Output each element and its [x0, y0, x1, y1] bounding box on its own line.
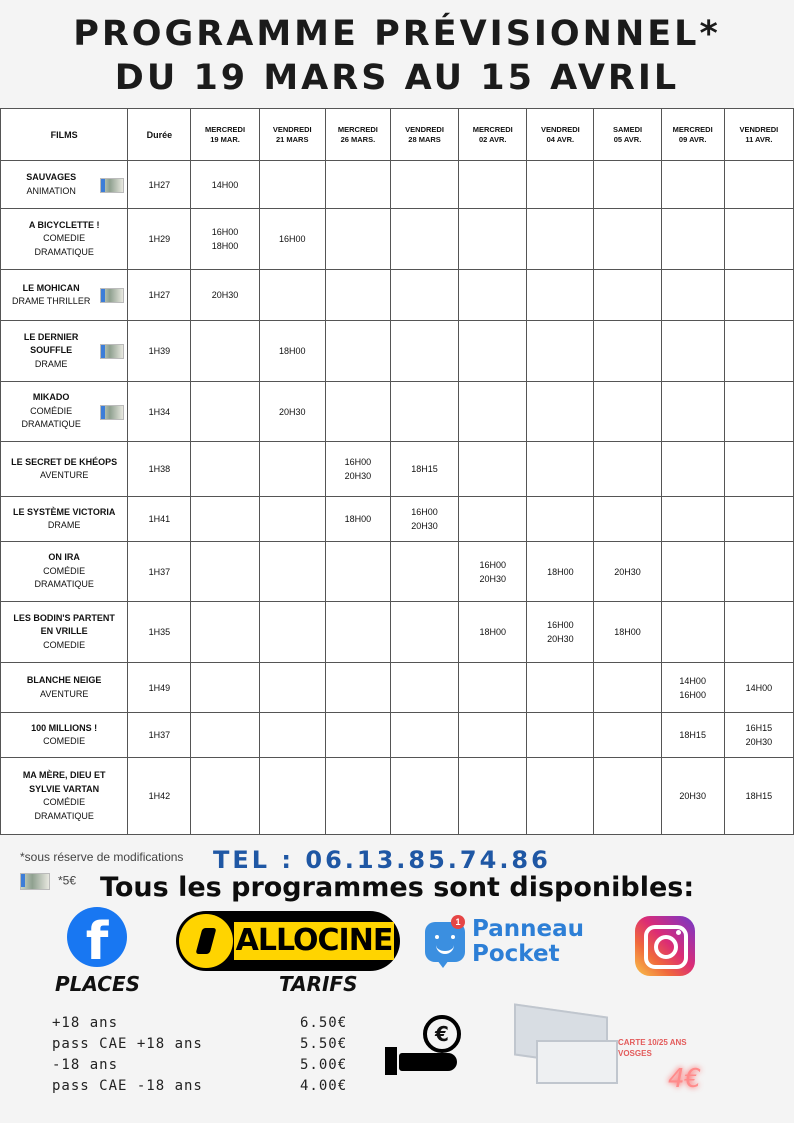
- duration-cell: 1H37: [128, 542, 191, 602]
- film-genre: COMÉDIE DRAMATIQUE: [34, 797, 94, 821]
- price-label: pass CAE +18 ans: [52, 1036, 203, 1052]
- showtime-cell: [325, 542, 390, 602]
- showtime-cell: [325, 209, 390, 270]
- showtime-cell: 18H15: [724, 758, 793, 835]
- showtime-cell: 16H00 20H30: [325, 442, 390, 497]
- duration-cell: 1H49: [128, 663, 191, 713]
- duration-cell: 1H29: [128, 209, 191, 270]
- showtime-cell: [594, 758, 661, 835]
- showtime-cell: 20H30: [594, 542, 661, 602]
- available-heading: Tous les programmes sont disponibles:: [100, 872, 695, 903]
- film-genre: COMEDIE DRAMATIQUE: [34, 233, 94, 257]
- film-genre: DRAME: [34, 358, 68, 369]
- showtime-cell: [527, 663, 594, 713]
- cheque-icon: [20, 873, 50, 890]
- film-title: BLANCHE NEIGE: [26, 675, 102, 685]
- film-cell: [1, 209, 128, 270]
- showtime-cell: [325, 270, 390, 321]
- showtime-cell: [661, 161, 724, 209]
- table-row: [1, 713, 794, 758]
- showtime-cell: 14H00: [191, 161, 259, 209]
- showtime-cell: 16H00 20H30: [527, 602, 594, 663]
- showtime-cell: [661, 542, 724, 602]
- showtime-cell: 16H00 20H30: [390, 497, 458, 542]
- film-cell: [1, 497, 128, 542]
- col-header-date: VENDREDI 21 MARS: [259, 109, 325, 161]
- showtime-cell: 18H15: [390, 442, 458, 497]
- showtime-cell: 18H00: [325, 497, 390, 542]
- showtime-cell: [390, 602, 458, 663]
- showtime-cell: [325, 321, 390, 382]
- table-row: [1, 442, 794, 497]
- showtime-cell: [259, 161, 325, 209]
- panneau-pocket-icon-tail: [437, 960, 449, 968]
- showtime-cell: [191, 602, 259, 663]
- showtime-cell: [191, 442, 259, 497]
- duration-cell: 1H34: [128, 382, 191, 442]
- table-row: [1, 663, 794, 713]
- table-row: [1, 321, 794, 382]
- notification-badge: 1: [451, 915, 465, 929]
- film-genre: COMÉDIE DRAMATIQUE: [21, 405, 81, 430]
- table-row: [1, 497, 794, 542]
- panneau-line1: Panneau: [472, 916, 585, 942]
- showtime-cell: [390, 321, 458, 382]
- film-genre: ANIMATION: [26, 185, 76, 196]
- showtime-cell: 18H00: [527, 542, 594, 602]
- instagram-icon[interactable]: [635, 916, 695, 976]
- showtime-cell: [724, 442, 793, 497]
- film-title: ON IRA: [48, 552, 80, 563]
- showtime-cell: 16H00: [259, 209, 325, 270]
- showtime-cell: [191, 542, 259, 602]
- carte-price: 4€: [668, 1064, 702, 1094]
- table-row: [1, 758, 794, 835]
- film-title: MA MÈRE, DIEU ET SYLVIE VARTAN: [22, 770, 106, 794]
- showtime-cell: [661, 382, 724, 442]
- duration-cell: 1H27: [128, 161, 191, 209]
- film-genre: DRAME THRILLER: [11, 296, 91, 306]
- film-title: LE DERNIER SOUFFLE: [23, 331, 79, 356]
- cheque-icon: [100, 178, 124, 193]
- showtime-cell: [527, 161, 594, 209]
- facebook-icon[interactable]: f: [67, 907, 127, 967]
- film-title: MIKADO: [32, 392, 70, 403]
- price-row: [52, 1078, 352, 1099]
- showtime-cell: [191, 321, 259, 382]
- showtime-cell: [325, 713, 390, 758]
- film-genre: DRAME: [47, 520, 81, 530]
- showtime-cell: [259, 713, 325, 758]
- table-row: [1, 209, 794, 270]
- places-heading: PLACES: [55, 972, 141, 996]
- showtime-cell: [661, 602, 724, 663]
- showtime-cell: [724, 321, 793, 382]
- film-title: LE SYSTÈME VICTORIA: [12, 506, 116, 517]
- showtime-cell: [724, 497, 793, 542]
- table-row: [1, 161, 794, 209]
- cheque-icon: [100, 344, 124, 359]
- showtime-cell: [259, 497, 325, 542]
- col-header-date: MERCREDI 02 AVR.: [459, 109, 527, 161]
- showtime-cell: [724, 209, 793, 270]
- showtime-cell: 18H15: [661, 713, 724, 758]
- showtime-cell: [724, 382, 793, 442]
- showtime-cell: [259, 270, 325, 321]
- money-hand-icon: [385, 1015, 465, 1085]
- showtime-cell: [724, 161, 793, 209]
- showtime-cell: [390, 382, 458, 442]
- showtime-cell: 16H00 18H00: [191, 209, 259, 270]
- showtime-cell: [390, 663, 458, 713]
- showtime-cell: [459, 758, 527, 835]
- price-row: [52, 1057, 352, 1078]
- film-cell: [1, 713, 128, 758]
- film-genre: AVENTURE: [39, 470, 89, 480]
- showtime-cell: [459, 713, 527, 758]
- showtime-cell: [527, 321, 594, 382]
- film-title: A BICYCLETTE !: [28, 219, 100, 230]
- showtime-cell: [459, 321, 527, 382]
- showtime-cell: [325, 161, 390, 209]
- showtime-cell: [594, 321, 661, 382]
- showtime-cell: 14H00: [724, 663, 793, 713]
- showtime-cell: [527, 209, 594, 270]
- showtime-cell: [259, 758, 325, 835]
- film-cell: [1, 758, 128, 835]
- film-cell: [1, 270, 128, 321]
- showtime-cell: [724, 602, 793, 663]
- table-row: [1, 382, 794, 442]
- showtime-cell: [325, 382, 390, 442]
- price-amount: 5.50€: [300, 1036, 348, 1052]
- film-cell: [1, 161, 128, 209]
- showtime-cell: [594, 209, 661, 270]
- showtime-cell: [661, 497, 724, 542]
- showtime-cell: [325, 602, 390, 663]
- film-title: LE MOHICAN: [22, 282, 80, 293]
- showtime-cell: [390, 209, 458, 270]
- duration-cell: 1H27: [128, 270, 191, 321]
- showtime-cell: [390, 713, 458, 758]
- showtime-cell: [390, 161, 458, 209]
- film-cell: [1, 663, 128, 713]
- film-genre: AVENTURE: [39, 688, 89, 699]
- showtime-cell: 18H00: [259, 321, 325, 382]
- showtime-cell: [259, 602, 325, 663]
- showtime-cell: [527, 382, 594, 442]
- showtime-cell: 18H00: [594, 602, 661, 663]
- note-modifications: *sous réserve de modifications: [20, 850, 184, 864]
- film-cell: [1, 442, 128, 497]
- showtime-cell: 16H15 20H30: [724, 713, 793, 758]
- carte-line2: VOSGES: [618, 1049, 652, 1058]
- tarifs-heading: TARIFS: [279, 972, 358, 996]
- allocine-word: ALLOCINE: [235, 923, 393, 958]
- showtime-cell: 20H30: [191, 270, 259, 321]
- showtime-cell: [259, 542, 325, 602]
- panneau-line2: Pocket: [472, 941, 560, 967]
- col-header-date: VENDREDI 28 MARS: [390, 109, 458, 161]
- showtime-cell: [724, 542, 793, 602]
- showtime-cell: [459, 663, 527, 713]
- showtime-cell: [191, 663, 259, 713]
- showtime-cell: [594, 663, 661, 713]
- showtime-cell: [390, 270, 458, 321]
- price-label: +18 ans: [52, 1015, 119, 1031]
- col-header-duration: Durée: [128, 109, 191, 161]
- showtime-cell: [661, 270, 724, 321]
- film-title: LES BODIN'S PARTENT EN VRILLE: [13, 612, 115, 637]
- schedule-table: [0, 108, 794, 835]
- showtime-cell: 18H00: [459, 602, 527, 663]
- showtime-cell: [527, 270, 594, 321]
- showtime-cell: [191, 758, 259, 835]
- showtime-cell: 16H00 20H30: [459, 542, 527, 602]
- price-list: [52, 1015, 352, 1099]
- film-cell: [1, 542, 128, 602]
- showtime-cell: [527, 758, 594, 835]
- showtime-cell: [191, 713, 259, 758]
- showtime-cell: [191, 382, 259, 442]
- showtime-cell: [459, 442, 527, 497]
- page-title-line2: DU 19 MARS AU 15 AVRIL: [114, 58, 680, 98]
- panneau-pocket-wordmark[interactable]: [472, 917, 584, 967]
- film-cell: [1, 602, 128, 663]
- film-genre: COMEDIE: [43, 736, 86, 746]
- duration-cell: 1H38: [128, 442, 191, 497]
- table-row: [1, 270, 794, 321]
- film-cell: [1, 382, 128, 442]
- price-amount: 5.00€: [300, 1057, 348, 1073]
- col-header-date: VENDREDI 04 AVR.: [527, 109, 594, 161]
- table-header-row: [1, 109, 794, 161]
- showtime-cell: [325, 758, 390, 835]
- col-header-date: SAMEDI 05 AVR.: [594, 109, 661, 161]
- film-genre: COMÉDIE DRAMATIQUE: [34, 565, 94, 590]
- page-title-line1: PROGRAMME PRÉVISIONNEL*: [73, 14, 721, 54]
- showtime-cell: [594, 382, 661, 442]
- col-header-date: MERCREDI 09 AVR.: [661, 109, 724, 161]
- col-header-films: FILMS: [1, 109, 128, 161]
- hand-icon: [385, 1045, 457, 1077]
- carte-vosges-logo: [514, 1010, 614, 1080]
- showtime-cell: [390, 758, 458, 835]
- price-label: -18 ans: [52, 1057, 119, 1073]
- duration-cell: 1H37: [128, 713, 191, 758]
- showtime-cell: [527, 713, 594, 758]
- showtime-cell: [459, 497, 527, 542]
- film-genre: COMEDIE: [43, 639, 86, 650]
- showtime-cell: [459, 209, 527, 270]
- price-amount: 4.00€: [300, 1078, 348, 1094]
- film-cell: [1, 321, 128, 382]
- carte-line1: CARTE 10/25 ANS: [618, 1038, 687, 1047]
- showtime-cell: [594, 161, 661, 209]
- film-title: SAUVAGES: [26, 172, 77, 182]
- allocine-disc-icon: [179, 914, 233, 968]
- showtime-cell: [594, 713, 661, 758]
- instagram-dot: [676, 930, 681, 935]
- showtime-cell: [527, 442, 594, 497]
- showtime-cell: [724, 270, 793, 321]
- col-header-date: VENDREDI 11 AVR.: [724, 109, 793, 161]
- col-header-date: MERCREDI 26 MARS.: [325, 109, 390, 161]
- showtime-cell: [459, 161, 527, 209]
- showtime-cell: [459, 382, 527, 442]
- note-price-text: *5€: [58, 873, 77, 888]
- table-row: [1, 602, 794, 663]
- showtime-cell: 20H30: [661, 758, 724, 835]
- showtime-cell: [259, 442, 325, 497]
- showtime-cell: [259, 663, 325, 713]
- showtime-cell: [661, 209, 724, 270]
- showtime-cell: [594, 442, 661, 497]
- cheque-icon: [100, 288, 124, 303]
- duration-cell: 1H42: [128, 758, 191, 835]
- showtime-cell: 20H30: [259, 382, 325, 442]
- price-row: [52, 1015, 352, 1036]
- film-title: 100 MILLIONS !: [31, 722, 98, 733]
- euro-coin-icon: €: [423, 1015, 461, 1053]
- film-title: LE SECRET DE KHÉOPS: [11, 456, 118, 467]
- price-row: [52, 1036, 352, 1057]
- showtime-cell: [390, 542, 458, 602]
- duration-cell: 1H35: [128, 602, 191, 663]
- col-header-date: MERCREDI 19 MAR.: [191, 109, 259, 161]
- showtime-cell: [661, 321, 724, 382]
- showtime-cell: [459, 270, 527, 321]
- duration-cell: 1H41: [128, 497, 191, 542]
- allocine-logo[interactable]: [176, 911, 400, 971]
- phone-number: TEL : 06.13.85.74.86: [213, 846, 551, 874]
- table-row: [1, 542, 794, 602]
- showtime-cell: 14H00 16H00: [661, 663, 724, 713]
- price-label: pass CAE -18 ans: [52, 1078, 203, 1094]
- showtime-cell: [594, 270, 661, 321]
- note-cheque-price: [20, 873, 76, 890]
- showtime-cell: [527, 497, 594, 542]
- carte-label: [618, 1037, 687, 1059]
- showtime-cell: [191, 497, 259, 542]
- showtime-cell: [594, 497, 661, 542]
- price-amount: 6.50€: [300, 1015, 348, 1031]
- cheque-icon: [100, 405, 124, 420]
- showtime-cell: [325, 663, 390, 713]
- showtime-cell: [661, 442, 724, 497]
- duration-cell: 1H39: [128, 321, 191, 382]
